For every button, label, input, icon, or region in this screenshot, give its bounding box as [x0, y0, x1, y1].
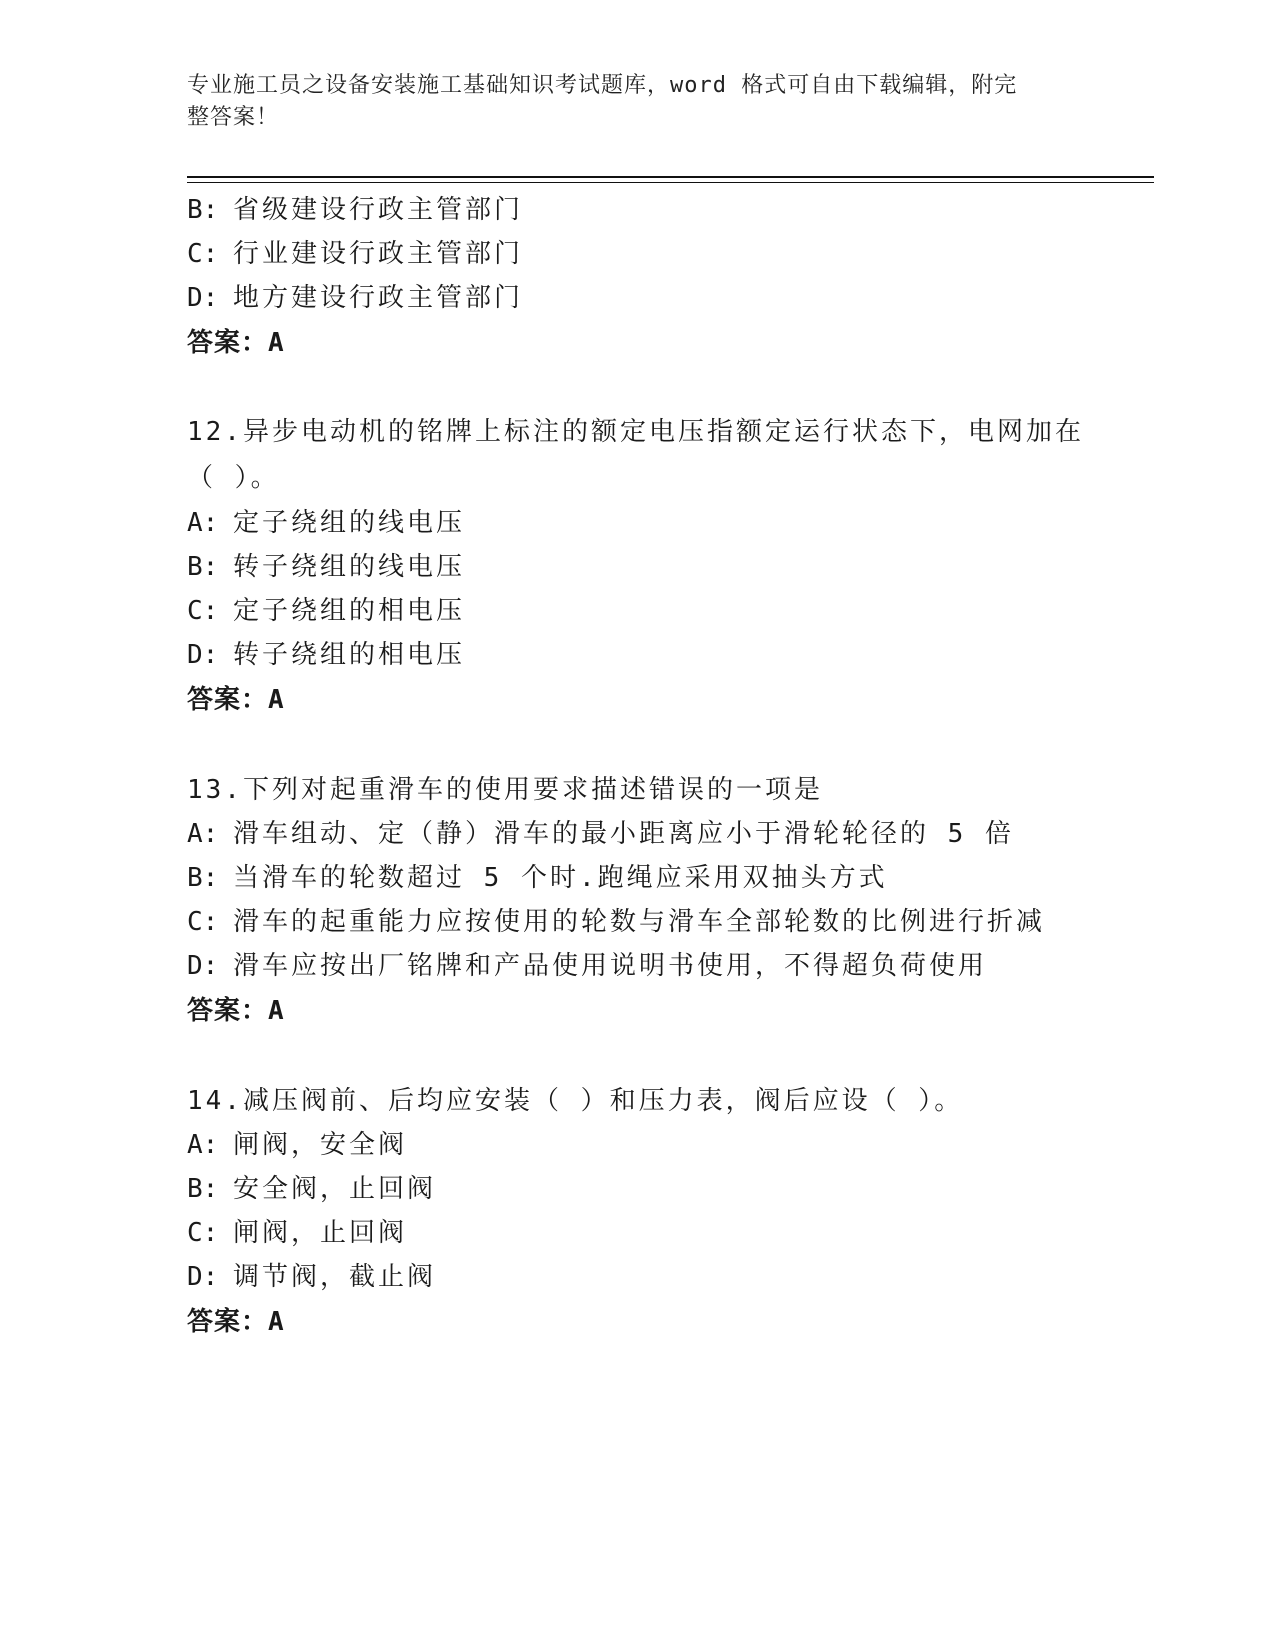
question-13	[187, 768, 1147, 1034]
option-text: 行业建设行政主管部门	[233, 239, 524, 269]
question-stem: 12.异步电动机的铭牌上标注的额定电压指额定运行状态下，电网加在	[187, 417, 1084, 447]
option-b	[187, 1167, 1147, 1211]
option-text: 地方建设行政主管部门	[233, 283, 524, 313]
option-b	[187, 856, 1147, 900]
option-c	[187, 232, 1147, 276]
question-11-tail	[187, 188, 1147, 366]
option-c	[187, 1211, 1147, 1255]
option-text: 省级建设行政主管部门	[233, 195, 524, 225]
question-stem: 14.减压阀前、后均应安装（ ）和压力表，阀后应设（ ）。	[187, 1086, 964, 1116]
answer-line: 答案：A	[187, 1307, 285, 1337]
option-text: 调节阀，截止阀	[233, 1262, 437, 1292]
option-text: 安全阀，止回阀	[233, 1174, 437, 1204]
header-line-2: 整答案！	[187, 105, 280, 130]
option-c	[187, 589, 1147, 633]
question-stem: 13.下列对起重滑车的使用要求描述错误的一项是	[187, 775, 823, 805]
option-letter: A:	[187, 508, 219, 538]
option-d	[187, 633, 1147, 677]
option-a	[187, 501, 1147, 545]
option-a	[187, 812, 1147, 856]
option-b	[187, 188, 1147, 232]
question-spacer	[187, 723, 1147, 768]
option-d	[187, 276, 1147, 320]
option-letter: C:	[187, 596, 219, 626]
option-letter: B:	[187, 195, 219, 225]
option-text: 滑车应按出厂铭牌和产品使用说明书使用，不得超负荷使用	[233, 951, 988, 981]
option-text: 转子绕组的线电压	[233, 552, 466, 582]
option-text: 滑车的起重能力应按使用的轮数与滑车全部轮数的比例进行折减	[233, 907, 1046, 937]
header-divider-thin	[187, 182, 1154, 183]
option-text: 定子绕组的相电压	[233, 596, 466, 626]
question-14	[187, 1079, 1147, 1345]
header-line-1: 专业施工员之设备安装施工基础知识考试题库，word 格式可自由下载编辑，附完	[187, 73, 1018, 98]
option-letter: D:	[187, 1262, 219, 1292]
option-c	[187, 900, 1147, 944]
question-spacer	[187, 1034, 1147, 1079]
option-text: 当滑车的轮数超过 5 个时.跑绳应采用双抽头方式	[233, 863, 888, 893]
option-text: 定子绕组的线电压	[233, 508, 466, 538]
document-header	[187, 70, 1067, 134]
answer-line: 答案：A	[187, 328, 285, 358]
question-stem-continued: （ ）。	[187, 463, 280, 493]
option-letter: D:	[187, 640, 219, 670]
option-d	[187, 1255, 1147, 1299]
option-b	[187, 545, 1147, 589]
option-letter: B:	[187, 1174, 219, 1204]
option-letter: D:	[187, 283, 219, 313]
option-text: 闸阀，止回阀	[233, 1218, 408, 1248]
question-spacer	[187, 366, 1147, 409]
answer-line: 答案：A	[187, 685, 285, 715]
option-d	[187, 944, 1147, 988]
option-letter: C:	[187, 907, 219, 937]
option-letter: C:	[187, 1218, 219, 1248]
option-text: 闸阀，安全阀	[233, 1130, 408, 1160]
option-letter: B:	[187, 863, 219, 893]
option-a	[187, 1123, 1147, 1167]
option-text: 转子绕组的相电压	[233, 640, 466, 670]
option-text: 滑车组动、定（静）滑车的最小距离应小于滑轮轮径的 5 倍	[233, 819, 1014, 849]
question-12	[187, 409, 1147, 723]
option-letter: A:	[187, 1130, 219, 1160]
option-letter: D:	[187, 951, 219, 981]
option-letter: B:	[187, 552, 219, 582]
question-list	[187, 188, 1147, 1345]
option-letter: C:	[187, 239, 219, 269]
header-divider-thick	[187, 176, 1154, 178]
option-letter: A:	[187, 819, 219, 849]
answer-line: 答案：A	[187, 996, 285, 1026]
